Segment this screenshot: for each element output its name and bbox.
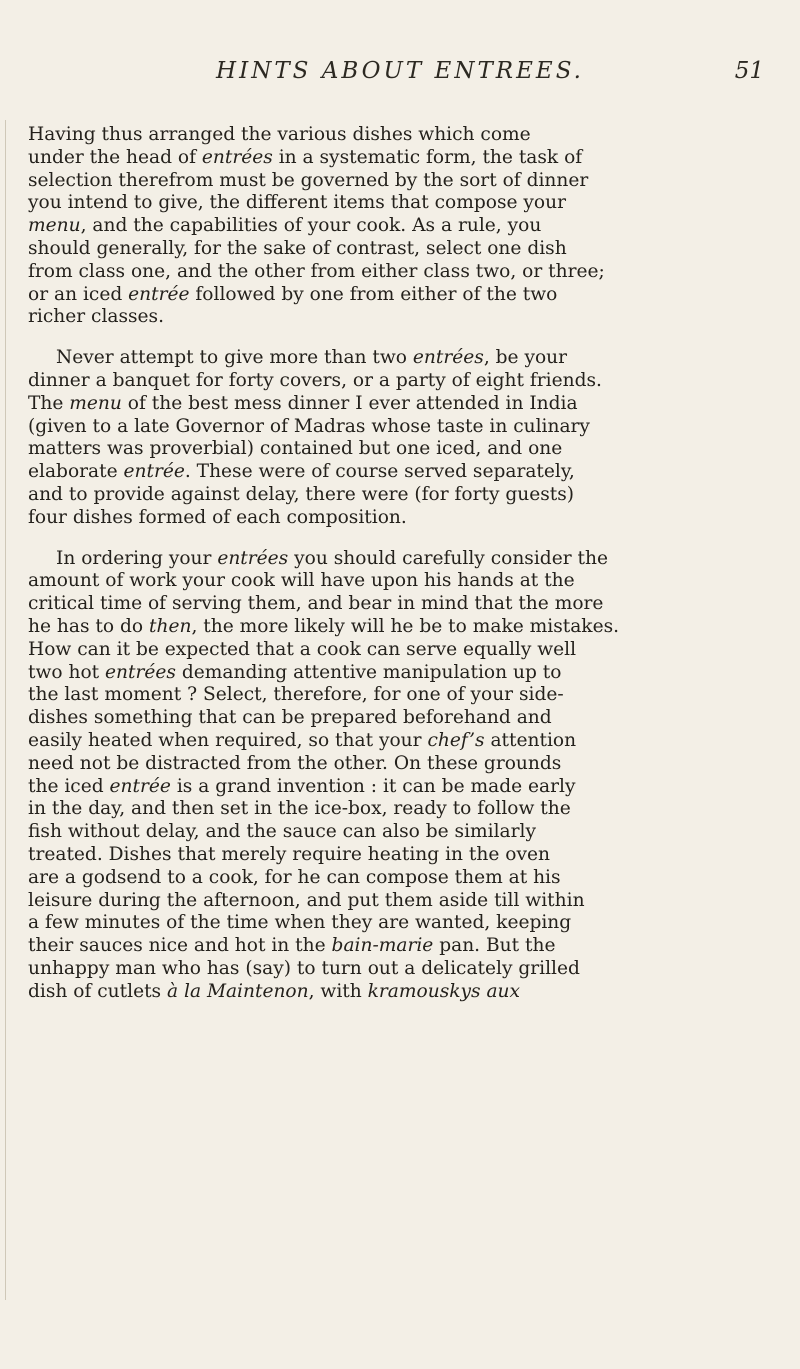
text-line: and to provide against delay, there were (for forty guests)	[28, 483, 575, 505]
text-line: amount of work your cook will have upon his hands at the	[28, 570, 575, 592]
italic-term: entrée	[128, 283, 190, 305]
italic-term: bain-marie	[331, 935, 434, 957]
text-line: need not be distracted from the other. On these grounds	[28, 752, 562, 774]
text-line: dish of cutlets à la Maintenon, with kramouskys aux	[28, 980, 521, 1002]
text-line: are a godsend to a cook, for he can compose them at his	[28, 866, 561, 888]
italic-term: menu	[28, 215, 81, 237]
text-line: four dishes formed of each composition.	[28, 506, 407, 528]
text-line: the last moment ? Select, therefore, for one of your side-	[28, 684, 564, 706]
paragraph	[28, 347, 776, 529]
text-line: richer classes.	[28, 306, 165, 328]
page-edge-line	[5, 120, 6, 1300]
text-line: critical time of serving them, and bear in mind that the more	[28, 593, 604, 615]
italic-term: chef’s	[427, 729, 485, 751]
text-line: from class one, and the other from either class two, or three;	[28, 260, 605, 282]
text-line: Never attempt to give more than two entrées, be your	[56, 347, 568, 369]
italic-term: then	[149, 615, 192, 637]
text-line: fish without delay, and the sauce can also be similarly	[28, 821, 536, 843]
italic-term: entrées	[412, 347, 484, 369]
text-line: dinner a banquet for forty covers, or a party of eight friends.	[28, 369, 602, 391]
text-line: their sauces nice and hot in the bain-marie pan. But the	[28, 935, 556, 957]
text-line: you intend to give, the different items that compose your	[28, 192, 566, 214]
page-header	[0, 58, 800, 88]
text-line: unhappy man who has (say) to turn out a delicately grilled	[28, 957, 580, 979]
text-line: he has to do then, the more likely will he be to make mistakes.	[28, 615, 620, 637]
text-line: should generally, for the sake of contrast, select one dish	[28, 237, 567, 259]
text-line: a few minutes of the time when they are wanted, keeping	[28, 912, 572, 934]
text-line: treated. Dishes that merely require heating in the oven	[28, 843, 550, 865]
italic-term: entrées	[217, 547, 289, 569]
italic-term: entrée	[109, 775, 171, 797]
text-line: easily heated when required, so that your chef’s attention	[28, 729, 577, 751]
italic-term: à la Maintenon	[167, 980, 309, 1002]
text-line: dishes something that can be prepared beforehand and	[28, 707, 552, 729]
text-line: leisure during the afternoon, and put them aside till within	[28, 889, 585, 911]
text-line: matters was proverbial) contained but one iced, and one	[28, 438, 563, 460]
text-line: under the head of entrées in a systematic form, the task of	[28, 146, 583, 168]
page-number: 51	[734, 58, 764, 84]
paragraph	[28, 548, 776, 1004]
text-line: (given to a late Governor of Madras whose taste in culinary	[28, 415, 590, 437]
italic-term: entrée	[123, 461, 185, 483]
text-line: elaborate entrée. These were of course served separately,	[28, 461, 575, 483]
italic-term: entrées	[105, 661, 176, 683]
running-title: HINTS ABOUT ENTREES.	[216, 58, 584, 84]
text-line: In ordering your entrées you should carefully consider the	[56, 547, 608, 569]
text-line: menu, and the capabilities of your cook. As a rule, you	[28, 215, 542, 237]
body-text	[28, 124, 776, 1021]
paragraph	[28, 124, 776, 329]
text-line: in the day, and then set in the ice-box, ready to follow the	[28, 798, 571, 820]
text-line: How can it be expected that a cook can serve equally well	[28, 638, 577, 660]
text-line: selection therefrom must be governed by the sort of dinner	[28, 169, 589, 191]
text-line: or an iced entrée followed by one from either of the two	[28, 283, 558, 305]
text-line: the iced entrée is a grand invention : it can be made early	[28, 775, 576, 797]
italic-term: entrées	[201, 146, 273, 168]
text-line: two hot entrées demanding attentive manipulation up to	[28, 661, 562, 683]
text-line: The menu of the best mess dinner I ever attended in India	[28, 392, 578, 414]
italic-term: menu	[69, 392, 122, 414]
italic-term: kramouskys aux	[367, 980, 521, 1002]
text-line: Having thus arranged the various dishes which come	[28, 124, 531, 145]
